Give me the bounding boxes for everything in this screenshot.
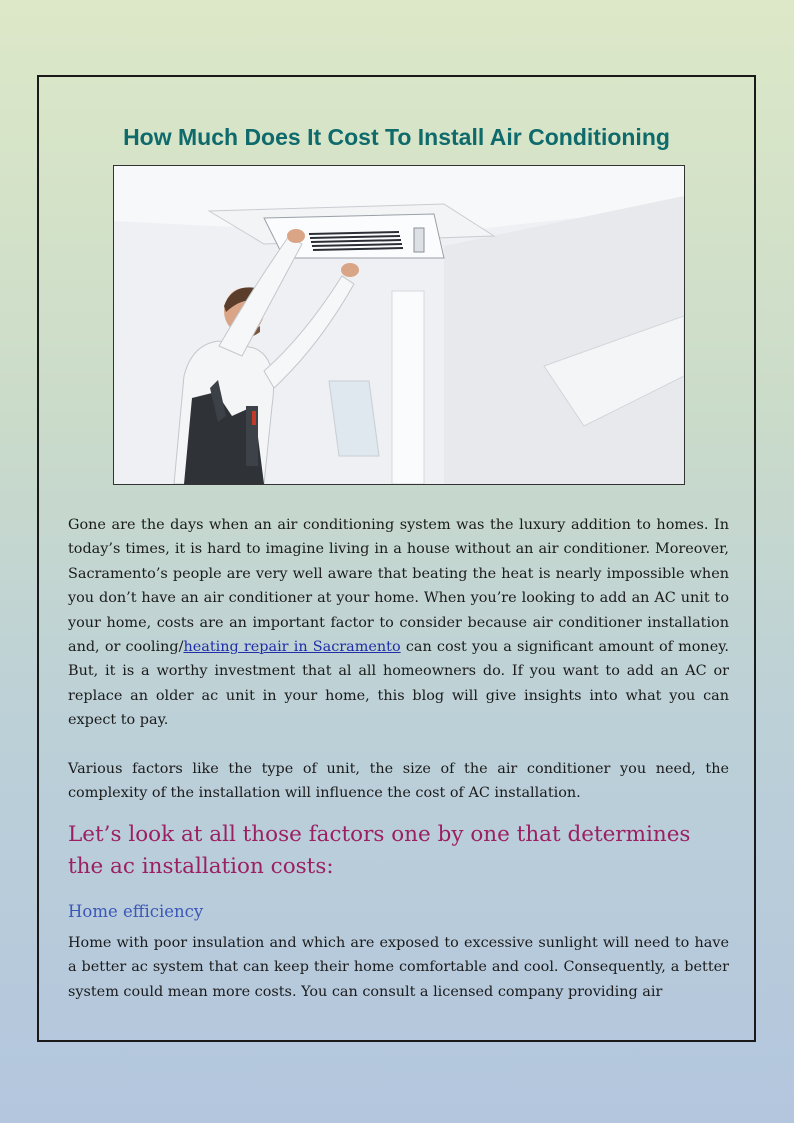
intro-paragraph-text-end: can cost you a significant amount of money. But, it is a worthy investment that al all homeowners do. If you want to add an AC or replace an older ac unit in your home, this blog will give insights into what you can expect to pay. [68,639,730,729]
home-efficiency-paragraph: Home with poor insulation and which are exposed to excessive sunlight will need to have a better ac system that can keep their home comfortable and cool. Consequently, a better system could mean more costs. You can consult a licensed company providing air [68,935,729,1000]
intro-paragraph-text: Gone are the days when an air conditioning system was the luxury addition to homes. In today’s times, it is hard to imagine living in a house without an air conditioner. Moreover, Sacramento’s people are very well aware that beating the heat is nearly impossible when you don’t have an air conditioner at your home. When you’re looking to add an AC unit to your home, costs are an important factor to consider because air conditioner installation and, or cooling/ [68,517,729,656]
factors-paragraph: Various factors like the type of unit, the size of the air conditioner you need, the complexity of the installation will influence the cost of AC installation. [68,761,729,802]
intro-paragraph [68,513,729,733]
home-efficiency-heading: Home efficiency [68,902,204,921]
hero-image [113,165,685,485]
page-title: How Much Does It Cost To Install Air Conditioning [123,124,670,150]
factors-heading: Let’s look at all those factors one by one that determines the ac installation costs: [68,822,691,879]
page-frame [37,75,756,1042]
technician-installing-ceiling-ac-photo [114,166,684,484]
heating-repair-link[interactable]: heating repair in Sacramento [183,639,401,656]
